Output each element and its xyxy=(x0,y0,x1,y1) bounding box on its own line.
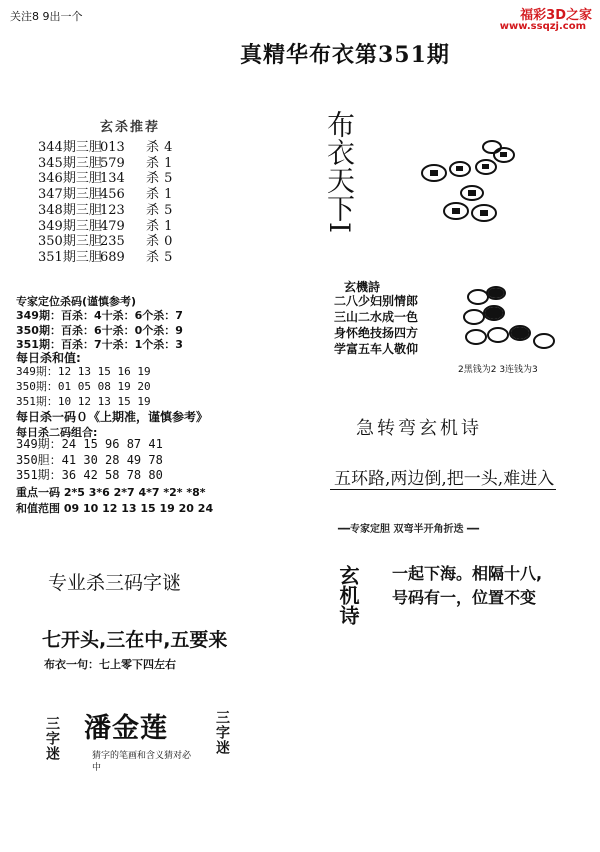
kill-recommend-list xyxy=(38,140,172,266)
poem-title: 玄機詩 xyxy=(344,280,381,294)
list-item: 350期三胆235 杀 0 xyxy=(38,234,173,250)
list-item: 349期：24 15 96 87 41 xyxy=(16,437,163,451)
vertical-title: 布衣天下I xyxy=(323,110,356,234)
sum-range-row: 和值范围 09 10 12 13 15 19 20 24 xyxy=(16,502,214,515)
poem-line: 三山二水成一色 xyxy=(334,310,419,324)
list-item: 351期：百杀：7十杀：1个杀：3 xyxy=(16,338,183,352)
top-note: 关注8 9出一个 xyxy=(10,10,83,23)
expert-banner: ━━专家定胆 双弯半开角折迭 ━━ xyxy=(338,524,480,535)
list-item: 351期：36 42 58 78 80 xyxy=(16,468,163,482)
list-item: 346期三胆134 杀 5 xyxy=(38,171,173,187)
wu-huan-line: 五环路,两边倒,把一头,难进入 xyxy=(334,469,555,489)
riddle-hint: 猜字的笔画和含义猜对必中 xyxy=(92,751,192,773)
focus-code-row: 重点一码 2*5 3*6 2*7 4*7 *2* *8* xyxy=(16,486,206,499)
list-item: 349期三胆479 杀 1 xyxy=(38,218,173,234)
list-item: 351期：10 12 13 15 19 xyxy=(16,395,151,408)
list-item: 349期：百杀：4十杀：6个杀：7 xyxy=(16,309,183,322)
position-kill-list xyxy=(16,309,183,353)
vertical-poem-label: 玄机诗 xyxy=(336,565,360,625)
pro-kill-title: 专业杀三码字谜 xyxy=(48,572,182,594)
three-char-riddle-left: 三字迷 xyxy=(44,716,60,761)
poem-block xyxy=(334,293,418,357)
poem-line: 二八少妇别情郎 xyxy=(334,294,419,308)
list-item: 344期三胆013 杀 4 xyxy=(38,140,173,155)
expert-position-label: 专家定位杀码(谨慎参考) xyxy=(16,295,137,308)
list-item: 350胆：41 30 28 49 78 xyxy=(16,452,163,467)
poem-line: 一起下海。相隔十八, xyxy=(392,564,543,583)
sum-kill-list xyxy=(16,364,151,409)
poem-line: 号码有一，位置不变 xyxy=(392,588,537,607)
site-url[interactable]: www.ssqzj.com xyxy=(499,21,586,32)
list-item: 348期三胆123 杀 5 xyxy=(38,202,173,218)
underline-divider xyxy=(330,489,556,490)
one-sentence-hint: 布衣一句：七上零下四左右 xyxy=(44,658,176,671)
sum-kill-label: 每日杀和值: xyxy=(16,351,81,365)
daily-kill-label: 每日杀一码０《上期准，谨慎参考》 xyxy=(16,410,209,424)
list-item: 350期：01 05 08 19 20 xyxy=(16,380,151,393)
coin-diagram-icon xyxy=(406,135,546,235)
riddle-poem-block xyxy=(392,562,542,610)
list-item: 347期三胆456 杀 1 xyxy=(38,187,173,203)
poem-line: 学富五车人敬仰 xyxy=(334,342,419,356)
two-code-list xyxy=(16,437,163,484)
kill-section-header: 玄杀推荐 xyxy=(100,120,161,135)
riddle-line: 七开头,三在中,五要来 xyxy=(42,629,228,651)
riddle-answer: 潘金莲 xyxy=(84,713,168,744)
riddle-poem-title: 急转弯玄机诗 xyxy=(356,418,482,439)
two-code-label: 每日杀二码组合: xyxy=(16,426,98,439)
poem-line: 身怀绝技扬四方 xyxy=(334,326,419,340)
list-item: 351期三胆689 杀 5 xyxy=(38,249,173,265)
three-char-riddle-right: 三字迷 xyxy=(214,710,230,755)
site-logo-name[interactable]: 福彩3D之家 xyxy=(520,8,592,23)
list-item: 345期三胆579 杀 1 xyxy=(38,155,173,171)
coin-cluster-icon xyxy=(460,283,560,358)
page-title: 真精华布衣第351期 xyxy=(240,42,450,68)
coin-caption: 2黑钱为2 3连钱为3 xyxy=(458,365,538,375)
list-item: 349期：12 13 15 16 19 xyxy=(16,365,151,378)
list-item: 350期：百杀：6十杀：0个杀：9 xyxy=(16,323,183,337)
